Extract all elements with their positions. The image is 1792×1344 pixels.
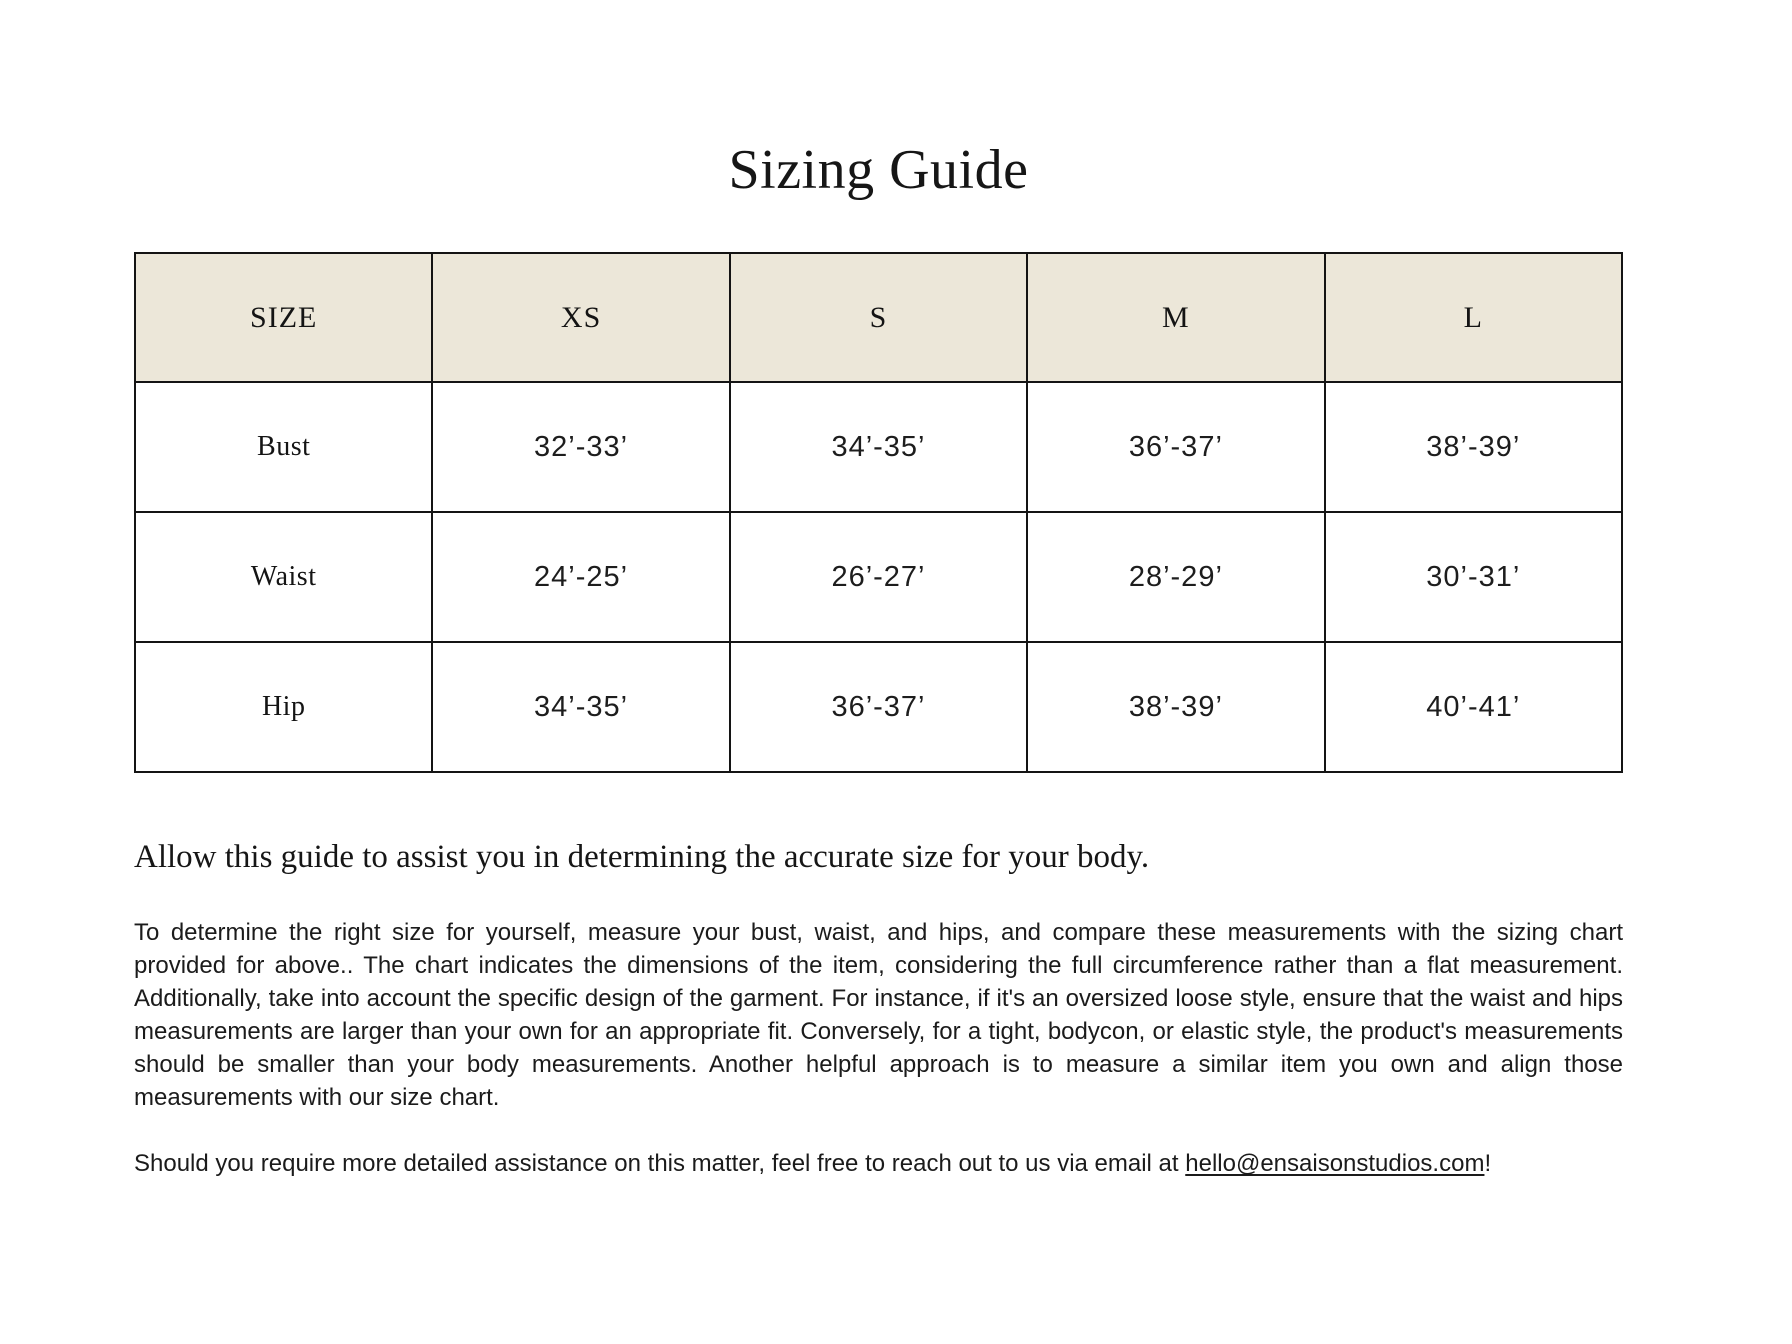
table-row-bust [135, 382, 1622, 512]
sizing-instructions-paragraph: To determine the right size for yourself, measure your bust, waist, and hips, and compare these measurements with the sizing chart provided for above.. The chart indicates the dimensions of the item, considering the full circumference rather than a flat measurement. Additionally, take into account the specific design of the garment. For instance, if it's an oversized loose style, ensure that the waist and hips measurements are larger than your own for an appropriate fit. Conversely, for a tight, bodycon, or elastic style, the product's measurements should be smaller than your body measurements. Another helpful approach is to measure a similar item you own and align those measurements with our size chart. [134, 919, 1623, 1111]
column-header-size: SIZE [135, 253, 432, 382]
page-title: Sizing Guide [728, 139, 1029, 201]
column-header-m: M [1027, 253, 1324, 382]
row-label-bust: Bust [135, 382, 432, 512]
size-table [134, 252, 1623, 773]
waist-xs-value: 24’-25’ [432, 512, 729, 642]
bust-s-value: 34’-35’ [730, 382, 1027, 512]
email-link[interactable]: hello@ensaisonstudios.com [1185, 1150, 1485, 1177]
waist-s-value: 26’-27’ [730, 512, 1027, 642]
hip-xs-value: 34’-35’ [432, 642, 729, 772]
waist-l-value: 30’-31’ [1325, 512, 1622, 642]
column-header-xs: XS [432, 253, 729, 382]
waist-m-value: 28’-29’ [1027, 512, 1324, 642]
column-header-s: S [730, 253, 1027, 382]
hip-l-value: 40’-41’ [1325, 642, 1622, 772]
contact-text-suffix: ! [1484, 1150, 1492, 1177]
hip-s-value: 36’-37’ [730, 642, 1027, 772]
content-area [134, 0, 1623, 1180]
bust-l-value: 38’-39’ [1325, 382, 1622, 512]
column-header-l: L [1325, 253, 1622, 382]
row-label-waist: Waist [135, 512, 432, 642]
contact-text-prefix: Should you require more detailed assistance on this matter, feel free to reach out to us via email at [134, 1150, 1186, 1177]
table-row-waist [135, 512, 1622, 642]
bust-m-value: 36’-37’ [1027, 382, 1324, 512]
table-header-row [135, 253, 1622, 382]
hip-m-value: 38’-39’ [1027, 642, 1324, 772]
bust-xs-value: 32’-33’ [432, 382, 729, 512]
row-label-hip: Hip [135, 642, 432, 772]
table-row-hip [135, 642, 1622, 772]
guide-subheading: Allow this guide to assist you in determining the accurate size for your body. [134, 839, 1150, 875]
contact-line [134, 1147, 1623, 1180]
